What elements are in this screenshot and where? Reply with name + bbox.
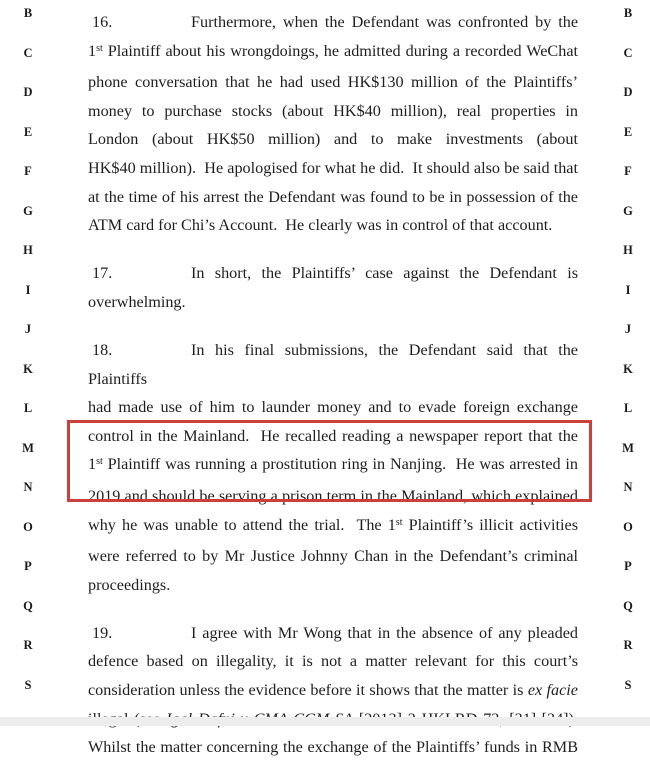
margin-letter: S: [624, 677, 632, 692]
paragraph-number: 16.: [92, 13, 113, 31]
text-line: [88, 676, 578, 705]
margin-letter: L: [623, 401, 633, 415]
paragraph-16: [88, 8, 578, 240]
text-segment: Plaintiff’s illicit activities: [402, 515, 578, 534]
text-line: [88, 450, 578, 482]
text-line: [88, 288, 578, 317]
margin-letter: I: [25, 282, 31, 297]
paragraph-number: 18.: [92, 340, 113, 359]
text-line: [88, 125, 578, 154]
text-segment: control in the Mainland. He recalled reading a newspaper report that the: [88, 426, 578, 445]
margin-letter: G: [23, 203, 33, 218]
paragraph-number: 17.: [92, 264, 113, 283]
text-line: [88, 183, 578, 212]
paragraph-18: [88, 336, 578, 599]
margin-letter: D: [23, 85, 33, 99]
margin-letter: G: [623, 203, 633, 218]
text-line: [88, 619, 578, 648]
margin-letter: Q: [623, 598, 633, 613]
margin-letter: N: [623, 480, 633, 494]
margin-letter: J: [624, 322, 632, 336]
text-segment: money to purchase stocks (about HK$40 million), real properties in: [88, 101, 578, 120]
text-segment: In his final submissions, the Defendant said that the Plaintiffs: [88, 340, 578, 388]
margin-letter: M: [22, 440, 34, 455]
superscript-text: st: [395, 516, 403, 528]
text-line: [88, 259, 578, 288]
text-segment: Furthermore, when the Defendant was confronted by the: [191, 13, 578, 31]
margin-letter: K: [23, 361, 33, 376]
margin-letter: K: [623, 361, 633, 376]
margin-column-right: [619, 0, 637, 726]
text-segment: 1: [88, 455, 97, 474]
margin-letter: S: [24, 677, 32, 692]
margin-letter: F: [24, 164, 32, 178]
text-line: [88, 154, 578, 183]
text-line: [88, 482, 578, 511]
text-line: [88, 542, 578, 571]
text-segment: Plaintiff was running a prostitution ring in Nanjing. He was arrested in: [102, 455, 578, 474]
text-line: [88, 393, 578, 422]
text-segment: Whilst the matter concerning the exchange of the Plaintiffs’ funds in RMB: [88, 738, 578, 757]
margin-letter: C: [23, 45, 33, 60]
margin-letter: L: [23, 401, 33, 415]
margin-letter: E: [23, 124, 33, 139]
margin-letter: M: [622, 440, 634, 455]
margin-letter: P: [24, 559, 32, 573]
margin-letter: O: [23, 519, 33, 534]
text-segment: defence based on illegality, it is not a matter relevant for this court’s: [88, 652, 578, 671]
text-segment: In short, the Plaintiffs’ case against the Defendant is: [191, 264, 578, 283]
judgment-text: [88, 8, 578, 762]
margin-letter: C: [623, 45, 633, 60]
margin-letter: H: [623, 243, 633, 257]
margin-letter: B: [623, 6, 633, 20]
text-line: [88, 97, 578, 126]
footer-strip: [0, 717, 650, 726]
text-line: [88, 211, 578, 240]
superscript-text: st: [96, 456, 103, 468]
superscript-text: st: [96, 42, 103, 54]
text-line: [88, 37, 578, 69]
text-line: [88, 647, 578, 676]
text-segment: consideration unless the evidence before it shows that the matter is: [88, 680, 528, 699]
paragraph-number: 19.: [92, 623, 113, 642]
text-segment: Plaintiff about his wrongdoings, he admitted during a recorded WeChat: [102, 41, 578, 60]
document-body: [88, 8, 578, 762]
margin-letter: F: [624, 164, 632, 178]
text-line: [88, 336, 578, 393]
text-segment: I agree with Mr Wong that in the absence of any pleaded: [191, 623, 578, 642]
paragraph-17: [88, 259, 578, 316]
text-segment: at the time of his arrest the Defendant was found to be in possession of the: [88, 187, 578, 206]
text-segment: phone conversation that he had used HK$130 million of the Plaintiffs’: [88, 73, 578, 92]
text-segment: HK$40 million). He apologised for what he did. It should also be said that: [88, 158, 578, 177]
paragraph-19: [88, 619, 578, 762]
text-line: [88, 511, 578, 543]
margin-letter: R: [623, 638, 633, 652]
text-line: [88, 571, 578, 600]
margin-letter: D: [623, 85, 633, 99]
margin-letter: H: [23, 243, 33, 257]
margin-column-left: [19, 0, 37, 726]
margin-letter: P: [624, 559, 632, 573]
text-segment: ex facie: [527, 680, 578, 699]
margin-letter: N: [23, 480, 33, 494]
text-segment: 2019 and should be serving a prison term in the Mainland, which explained: [88, 486, 578, 505]
text-line: [88, 8, 578, 37]
text-line: [88, 68, 578, 97]
margin-letter: O: [623, 519, 633, 534]
text-segment: London (about HK$50 million) and to make investments (about: [88, 130, 578, 149]
margin-letter: Q: [23, 598, 33, 613]
text-line: [88, 733, 578, 762]
text-segment: overwhelming.: [88, 292, 186, 311]
text-segment: were referred to by Mr Justice Johnny Chan in the Defendant’s criminal: [88, 547, 578, 566]
margin-letter: B: [23, 6, 33, 20]
margin-letter: E: [623, 124, 633, 139]
text-segment: ATM card for Chi’s Account. He clearly was in control of that account.: [88, 216, 553, 235]
text-segment: had made use of him to launder money and to evade foreign exchange: [88, 398, 578, 417]
text-segment: proceedings.: [88, 575, 171, 594]
text-segment: 1: [88, 41, 97, 60]
margin-letter: R: [23, 638, 33, 652]
margin-letter: I: [625, 282, 631, 297]
text-line: [88, 422, 578, 451]
text-segment: why he was unable to attend the trial. The 1: [88, 515, 396, 534]
margin-letter: J: [24, 322, 32, 336]
